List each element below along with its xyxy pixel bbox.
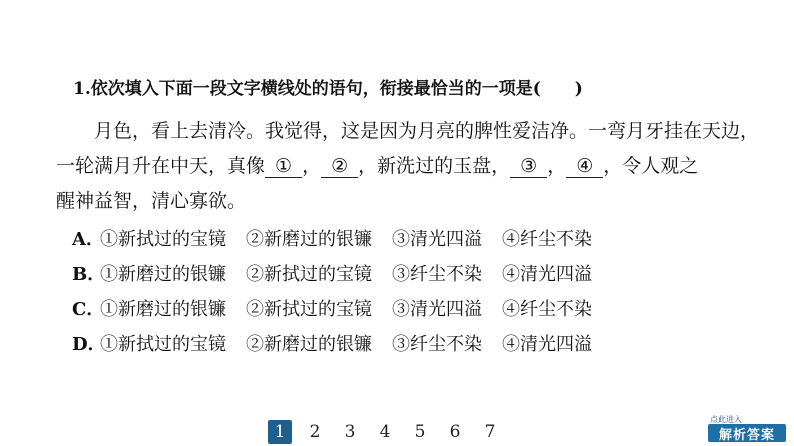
option-choice: ③纤尘不染	[392, 264, 482, 285]
passage-text: ，令人观之	[603, 155, 699, 177]
option-choice: ③清光四溢	[392, 299, 482, 320]
question-stem-text: 1.依次填入下面一段文字横线处的语句，衔接最恰当的一项是(	[73, 79, 541, 99]
page-button-7[interactable]: 7	[484, 422, 496, 442]
page-button-6[interactable]: 6	[449, 422, 461, 442]
option-letter: C．	[72, 299, 105, 320]
option-choice: ①新拭过的宝镜	[100, 229, 226, 250]
page-button-1[interactable]: 1	[268, 420, 292, 444]
answer-button-label: 解析答案	[708, 424, 786, 442]
passage-line-1-text: 月色，看上去清冷。我觉得，这是因为月亮的脾性爱洁净。一弯月牙挂在天边，	[94, 120, 760, 142]
passage-line-3-text: 醒神益智，清心寡欲。	[56, 190, 247, 212]
option-letter: A．	[72, 229, 104, 250]
option-choice: ①新磨过的银镰	[100, 299, 226, 320]
option-a	[72, 222, 612, 257]
option-choice: ②新拭过的宝镜	[246, 264, 372, 285]
blank-3: ③	[510, 155, 547, 178]
option-letter: D．	[72, 334, 106, 355]
blank-4: ④	[566, 155, 603, 178]
option-choice: ④清光四溢	[502, 334, 592, 355]
blank-1: ①	[265, 155, 302, 178]
option-choice: ②新磨过的银镰	[246, 334, 372, 355]
option-c	[72, 292, 612, 327]
option-choice: ④纤尘不染	[502, 299, 592, 320]
passage-text: ，	[302, 155, 322, 177]
passage-text: 一轮满月升在中天，真像	[56, 155, 266, 177]
passage-line-3	[56, 184, 746, 219]
option-b	[72, 257, 612, 292]
page-button-3[interactable]: 3	[344, 422, 356, 442]
option-choice: ①新磨过的银镰	[100, 264, 226, 285]
option-d	[72, 327, 612, 362]
passage-line-1	[56, 114, 760, 149]
page-button-2[interactable]: 2	[309, 422, 321, 442]
view-answer-button[interactable]	[708, 414, 786, 442]
option-choice: ①新拭过的宝镜	[100, 334, 226, 355]
option-choice: ④清光四溢	[502, 264, 592, 285]
page-navigation	[268, 420, 513, 444]
page-button-5[interactable]: 5	[414, 422, 426, 442]
option-choice: ③清光四溢	[392, 229, 482, 250]
passage	[56, 114, 760, 219]
answer-button-hint: 点此进入	[710, 415, 742, 424]
option-letter: B．	[72, 264, 106, 285]
option-choice: ②新拭过的宝镜	[246, 299, 372, 320]
blank-2: ②	[321, 155, 358, 178]
passage-text: ，新洗过的玉盘，	[358, 155, 511, 177]
question-stem	[73, 74, 583, 99]
passage-line-2	[56, 149, 746, 184]
option-choice: ④纤尘不染	[502, 229, 592, 250]
question-stem-close: )	[574, 79, 583, 99]
passage-text: ，	[547, 155, 567, 177]
page-button-4[interactable]: 4	[379, 422, 391, 442]
option-choice: ②新磨过的银镰	[246, 229, 372, 250]
options-list	[72, 222, 612, 362]
option-choice: ③纤尘不染	[392, 334, 482, 355]
